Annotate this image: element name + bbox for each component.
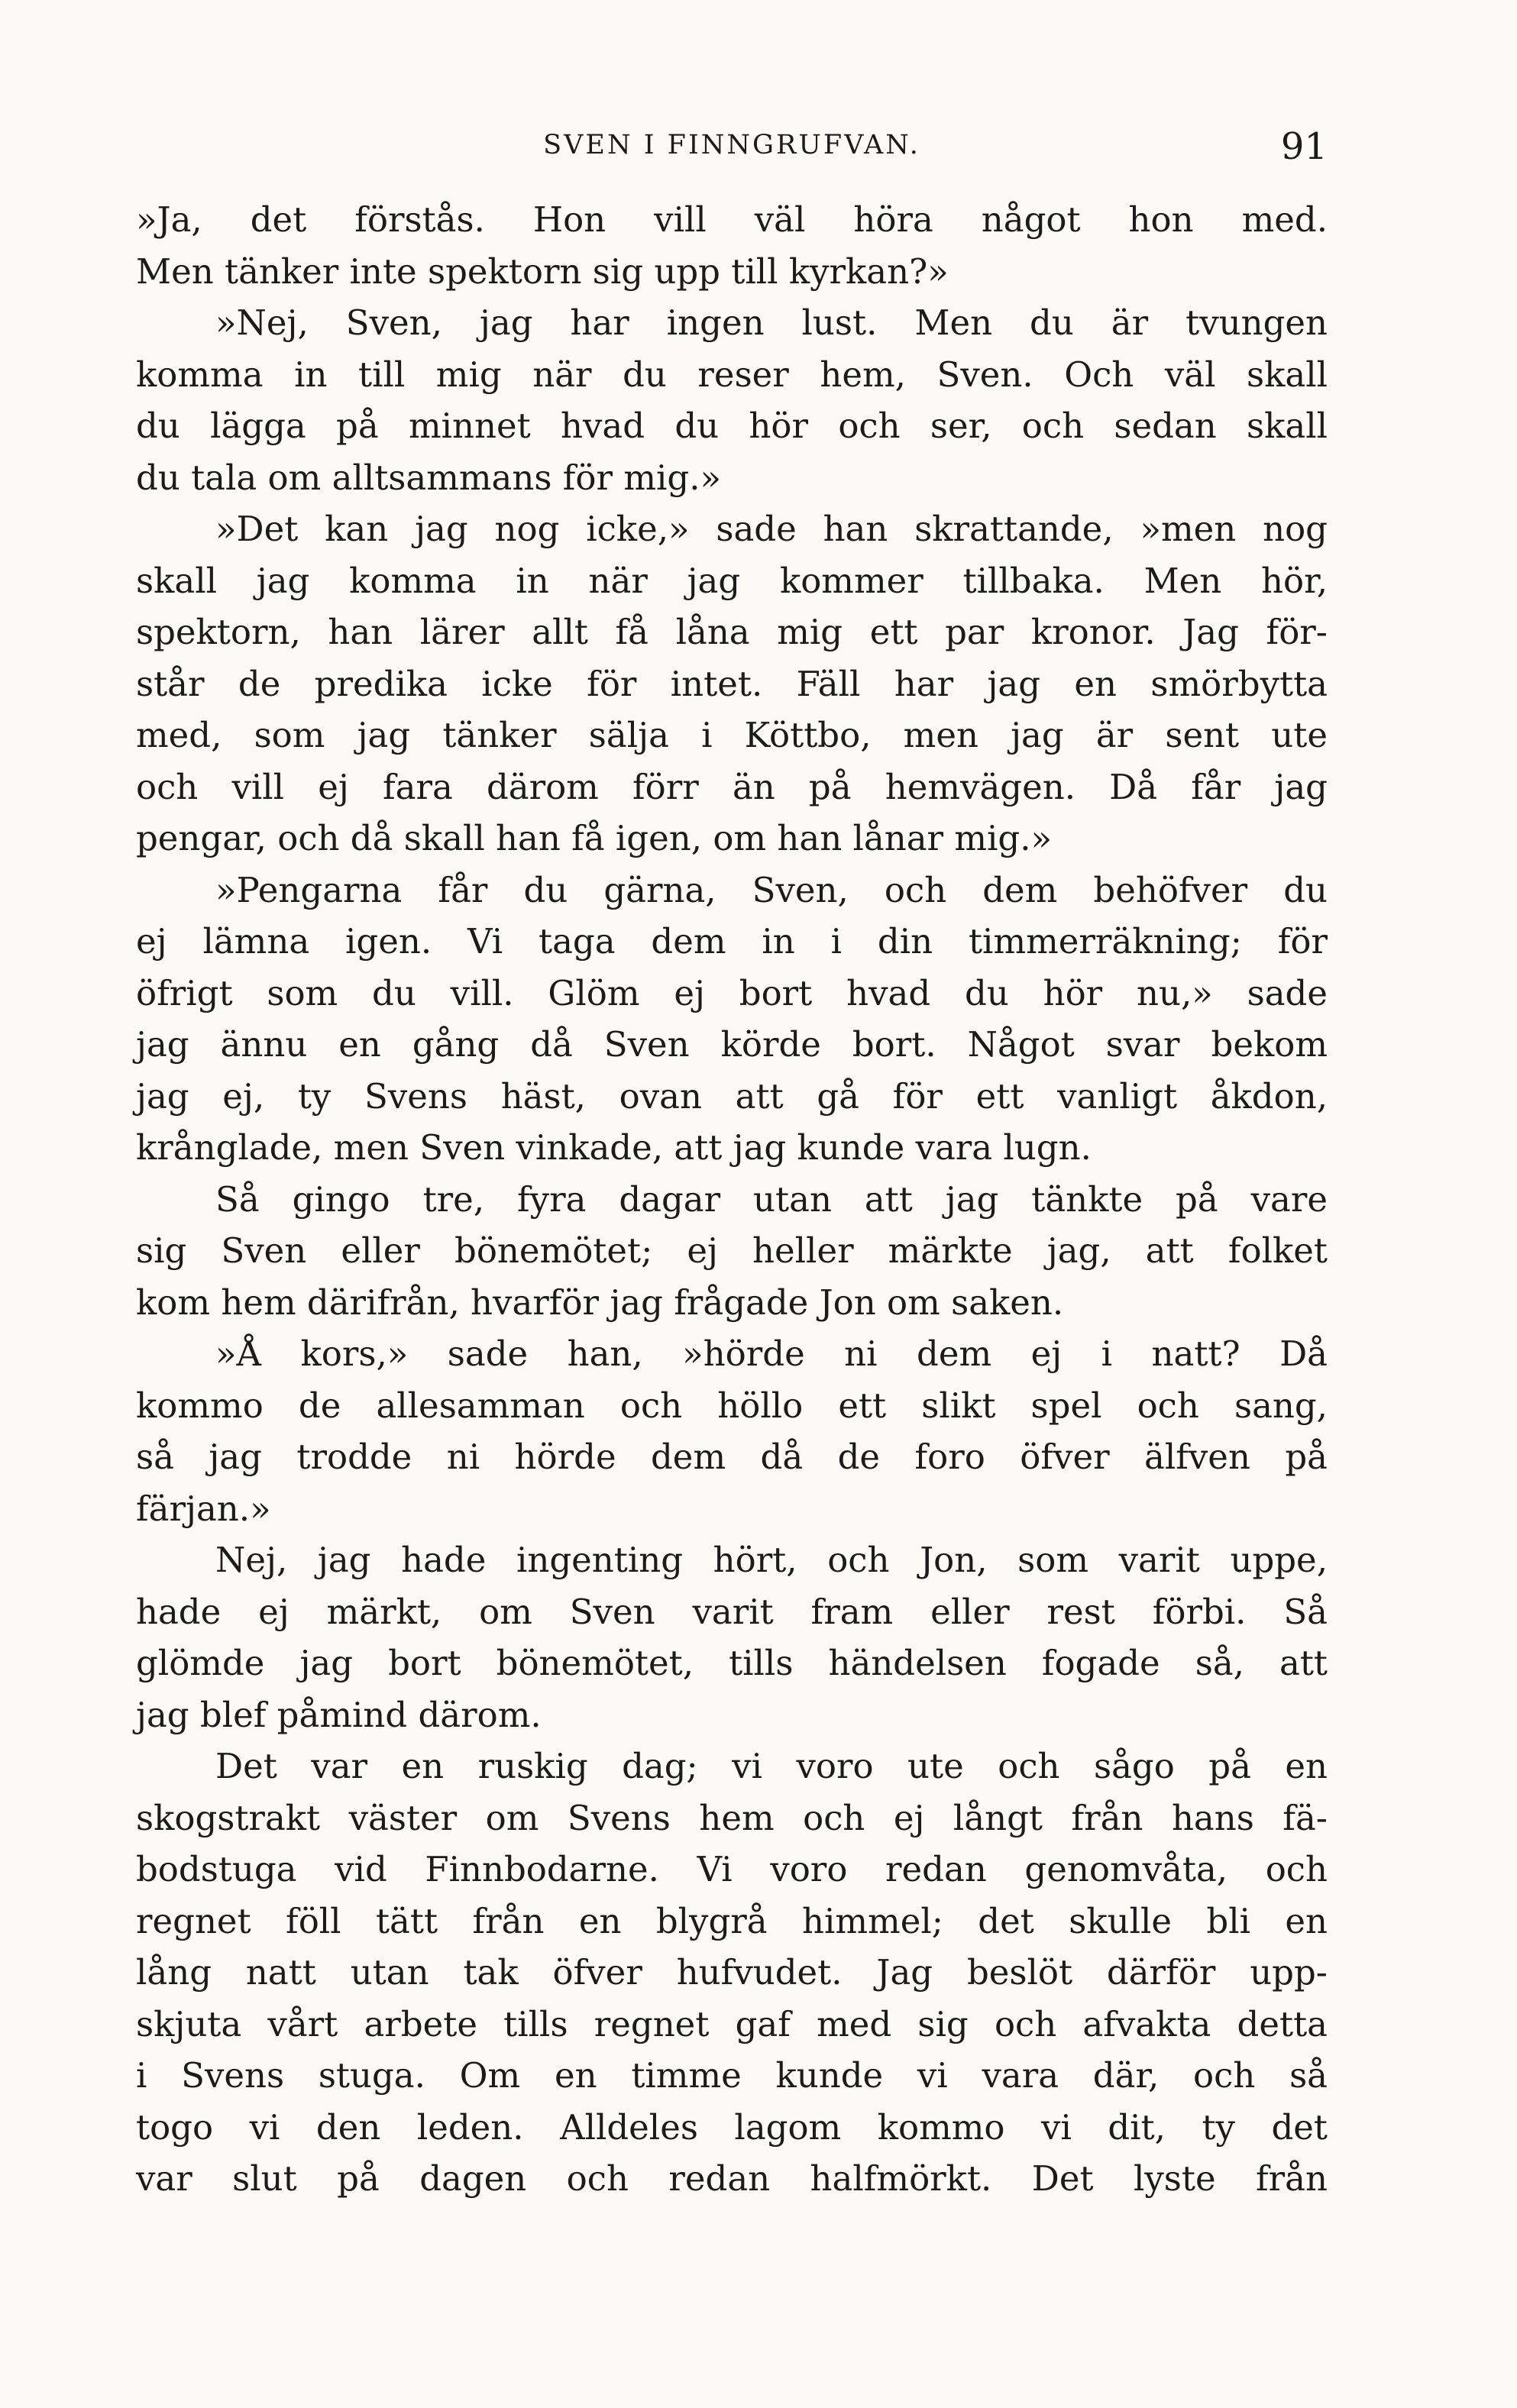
text-line: Så gingo tre, fyra dagar utan att jag tänkte på vare	[215, 1178, 1328, 1220]
text-line: pengar, och då skall han få igen, om han lånar mig.»	[136, 818, 1053, 858]
text-line: spektorn, han lärer allt få låna mig ett par kronor. Jag för-	[136, 612, 1328, 652]
text-line: »Ja, det förstås. Hon vill väl höra något hon med.	[136, 199, 1328, 240]
text-line: lång natt utan tak öfver hufvudet. Jag beslöt därför upp-	[136, 1952, 1328, 1993]
text-line: i Svens stuga. Om en timme kunde vi vara där, och så	[136, 2055, 1328, 2096]
text-line: var slut på dagen och redan halfmörkt. Det lyste från	[136, 2158, 1328, 2199]
text-line: bodstuga vid Finnbodarne. Vi voro redan genomvåta, och	[136, 1849, 1328, 1889]
text-line: och vill ej fara därom förr än på hemvägen. Då får jag	[136, 766, 1328, 807]
text-line: jag blef påmind därom.	[136, 1694, 542, 1735]
page-number: 91	[1280, 125, 1328, 168]
text-line: »Pengarna får du gärna, Sven, och dem behöfver du	[215, 869, 1328, 910]
text-line: skjuta vårt arbete tills regnet gaf med sig och afvakta detta	[136, 2003, 1328, 2044]
text-line: »Det kan jag nog icke,» sade han skrattande, »men nog	[215, 509, 1328, 549]
text-line: »Nej, Sven, jag har ingen lust. Men du är tvungen	[215, 302, 1328, 343]
text-line: jag ännu en gång då Sven körde bort. Något svar bekom	[136, 1024, 1328, 1065]
text-line: du tala om alltsammans för mig.»	[136, 457, 722, 498]
text-line: så jag trodde ni hörde dem då de foro öfver älfven på	[136, 1437, 1328, 1477]
text-line: färjan.»	[136, 1488, 271, 1529]
text-line: skogstrakt väster om Svens hem och ej långt från hans fä-	[136, 1797, 1328, 1838]
text-line: komma in till mig när du reser hem, Sven. Och väl skall	[136, 354, 1328, 395]
text-line: Nej, jag hade ingenting hört, och Jon, som varit uppe,	[215, 1540, 1328, 1580]
text-line: Det var en ruskig dag; vi voro ute och sågo på en	[215, 1746, 1328, 1786]
text-line: står de predika icke för intet. Fäll har jag en smörbytta	[136, 663, 1328, 704]
text-line: togo vi den leden. Alldeles lagom kommo vi dit, ty det	[136, 2106, 1328, 2148]
text-line: kommo de allesamman och höllo ett slikt spel och sang,	[136, 1385, 1328, 1426]
body-text	[136, 194, 1328, 2205]
text-line: skall jag komma in när jag kommer tillbaka. Men hör,	[136, 560, 1328, 601]
running-title: SVEN I FINNGRUFVAN.	[543, 130, 920, 160]
text-line: kom hem därifrån, hvarför jag frågade Jon om saken.	[136, 1282, 1064, 1323]
text-line: hade ej märkt, om Sven varit fram eller rest förbi. Så	[136, 1591, 1328, 1632]
text-line: »Å kors,» sade han, »hörde ni dem ej i natt? Då	[215, 1333, 1328, 1374]
text-line: glömde jag bort bönemötet, tills händelsen fogade så, att	[136, 1643, 1328, 1683]
text-line: ej lämna igen. Vi taga dem in i din timmerräkning; för	[136, 921, 1328, 962]
text-line: jag ej, ty Svens häst, ovan att gå för ett vanligt åkdon,	[136, 1075, 1328, 1117]
running-head	[136, 125, 1328, 168]
text-line: regnet föll tätt från en blygrå himmel; det skulle bli en	[136, 1900, 1328, 1941]
text-line: med, som jag tänker sälja i Köttbo, men jag är sent ute	[136, 715, 1328, 755]
text-line: sig Sven eller bönemötet; ej heller märkte jag, att folket	[136, 1230, 1328, 1271]
text-line: du lägga på minnet hvad du hör och ser, och sedan skall	[136, 406, 1328, 446]
text-line: öfrigt som du vill. Glöm ej bort hvad du hör nu,» sade	[136, 972, 1328, 1013]
text-line: Men tänker inte spektorn sig upp till kyrkan?»	[136, 250, 949, 292]
text-line: krånglade, men Sven vinkade, att jag kunde vara lugn.	[136, 1127, 1092, 1168]
